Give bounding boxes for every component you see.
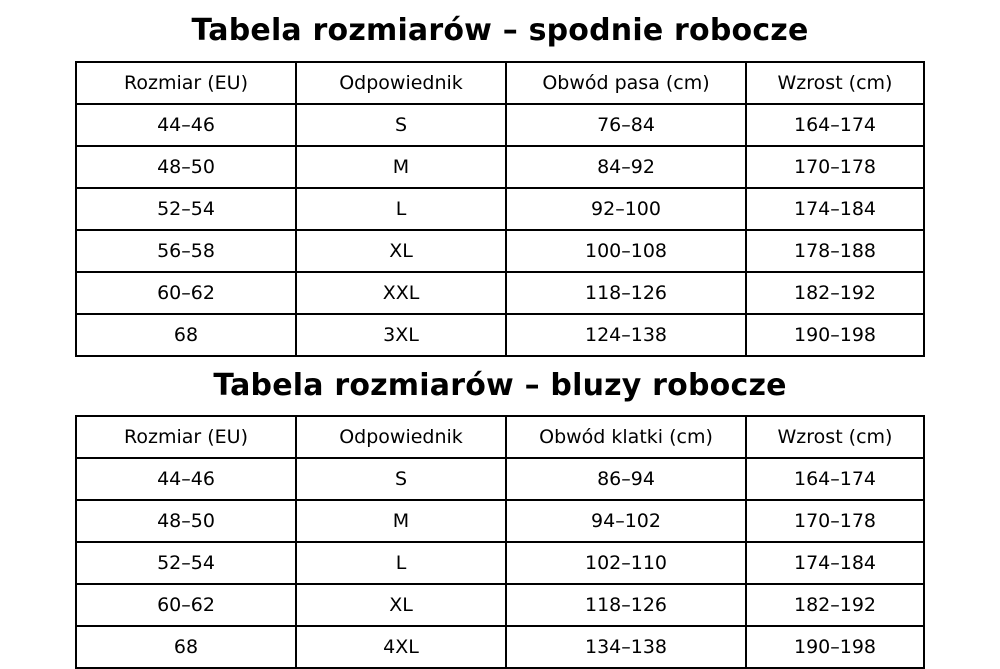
cell-size: 60–62 [76,584,296,626]
table-row [76,584,924,626]
page-title-trousers: Tabela rozmiarów – spodnie robocze [191,13,809,48]
column-header-equivalent: Odpowiednik [296,62,506,104]
table-row [76,104,924,146]
page-title-sweatshirts: Tabela rozmiarów – bluzy robocze [213,368,787,403]
cell-equivalent: 4XL [296,626,506,668]
cell-size: 52–54 [76,188,296,230]
column-header-height: Wzrost (cm) [746,62,924,104]
column-header-waist: Obwód pasa (cm) [506,62,746,104]
cell-waist: 76–84 [506,104,746,146]
cell-height: 170–178 [746,500,924,542]
cell-size: 48–50 [76,146,296,188]
cell-waist: 84–92 [506,146,746,188]
cell-height: 170–178 [746,146,924,188]
cell-size: 44–46 [76,458,296,500]
table-row [76,314,924,356]
cell-height: 190–198 [746,626,924,668]
section-sweatshirts [0,357,1000,669]
table-row [76,146,924,188]
table-row [76,272,924,314]
cell-equivalent: L [296,542,506,584]
cell-equivalent: XL [296,584,506,626]
table-row [76,458,924,500]
column-header-height: Wzrost (cm) [746,416,924,458]
cell-waist: 92–100 [506,188,746,230]
cell-size: 56–58 [76,230,296,272]
table-row [76,542,924,584]
cell-equivalent: S [296,458,506,500]
cell-size: 68 [76,314,296,356]
cell-height: 182–192 [746,584,924,626]
cell-height: 190–198 [746,314,924,356]
table-header-row [76,416,924,458]
cell-chest: 118–126 [506,584,746,626]
cell-equivalent: M [296,146,506,188]
table-row [76,188,924,230]
cell-height: 164–174 [746,104,924,146]
cell-equivalent: L [296,188,506,230]
cell-equivalent: 3XL [296,314,506,356]
table-row [76,230,924,272]
column-header-size: Rozmiar (EU) [76,416,296,458]
cell-height: 174–184 [746,542,924,584]
column-header-chest: Obwód klatki (cm) [506,416,746,458]
cell-waist: 100–108 [506,230,746,272]
cell-waist: 124–138 [506,314,746,356]
column-header-size: Rozmiar (EU) [76,62,296,104]
cell-waist: 118–126 [506,272,746,314]
cell-chest: 86–94 [506,458,746,500]
column-header-equivalent: Odpowiednik [296,416,506,458]
table-header-row [76,62,924,104]
cell-size: 48–50 [76,500,296,542]
cell-height: 164–174 [746,458,924,500]
cell-height: 178–188 [746,230,924,272]
cell-chest: 102–110 [506,542,746,584]
cell-size: 68 [76,626,296,668]
cell-height: 174–184 [746,188,924,230]
cell-equivalent: XL [296,230,506,272]
table-row [76,500,924,542]
cell-chest: 94–102 [506,500,746,542]
cell-equivalent: XXL [296,272,506,314]
cell-size: 52–54 [76,542,296,584]
size-table-sweatshirts [75,415,925,669]
cell-chest: 134–138 [506,626,746,668]
cell-height: 182–192 [746,272,924,314]
cell-equivalent: S [296,104,506,146]
size-table-trousers [75,61,925,357]
cell-size: 44–46 [76,104,296,146]
cell-equivalent: M [296,500,506,542]
table-row [76,626,924,668]
cell-size: 60–62 [76,272,296,314]
